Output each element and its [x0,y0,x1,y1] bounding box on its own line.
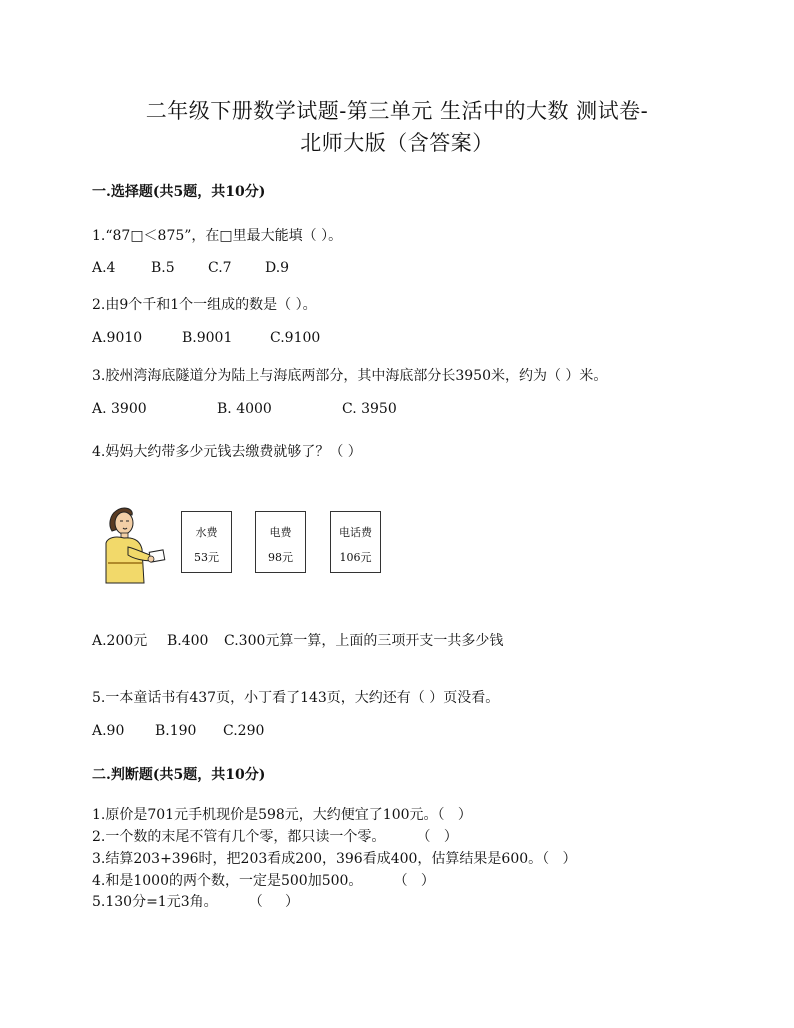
option: C. 3950 [342,401,397,417]
question-4-options [92,630,503,650]
option: A.4 [92,260,116,276]
bill-amount: 98元 [268,551,293,564]
option: C.290 [223,723,265,739]
option: B.5 [151,260,175,276]
option: B. 4000 [217,401,272,417]
bill-name: 电费 [269,526,292,539]
truefalse-item-2: 2.一个数的末尾不管有几个零，都只读一个零。 （ ） [92,829,458,845]
option: A.9010 [92,330,143,346]
option: B.400 [167,633,209,649]
truefalse-item-5: 5.130分=1元3角。 （ ） [92,894,300,910]
option: A.200元 [92,633,148,649]
question-1-options [92,260,289,276]
truefalse-item-1: 1.原价是701元手机现价是598元，大约便宜了100元。（ ） [92,807,472,823]
truefalse-item-3: 3.结算203+396时，把203看成200，396看成400，估算结果是600。（ ） [92,851,577,867]
bill-amount: 106元 [339,551,372,564]
page-title-line2: 北师大版（含答案） [300,131,494,155]
option: A. 3900 [92,401,147,417]
option: C.9100 [270,330,321,346]
question-2-text: 2.由9个千和1个一组成的数是（ ）。 [92,297,317,313]
option: C.300元算一算，上面的三项开支一共多少钱 [224,633,504,649]
option: B.9001 [182,330,233,346]
section-heading-choice: 一.选择题(共5题，共10分) [92,184,266,200]
bill-phone [330,511,381,573]
page-title-line1: 二年级下册数学试题-第三单元 生活中的大数 测试卷- [145,99,649,123]
option: A.90 [92,723,125,739]
truefalse-item-4: 4.和是1000的两个数，一定是500加500。 （ ） [92,873,435,889]
bill-name: 水费 [195,526,218,539]
bill-name: 电话费 [339,526,372,539]
bill-water [181,511,232,573]
question-5-text: 5.一本童话书有437页，小丁看了143页，大约还有（ ）页没看。 [92,690,500,706]
question-4-text: 4.妈妈大约带多少元钱去缴费就够了？（ ） [92,444,362,460]
question-5-options [92,723,264,739]
bill-electricity [255,511,306,573]
question-2-options [92,330,320,346]
question-3-options [92,401,397,417]
section-heading-truefalse: 二.判断题(共5题，共10分) [92,767,266,783]
option: C.7 [208,260,232,276]
question-3-text: 3.胶州湾海底隧道分为陆上与海底两部分，其中海底部分长3950米，约为（ ）米。 [92,368,608,384]
mother-illustration [98,503,170,585]
question-1-text: 1.“87□＜875”，在□里最大能填（ ）。 [92,228,343,244]
bill-amount: 53元 [194,551,219,564]
option: D.9 [265,260,290,276]
option: B.190 [155,723,197,739]
